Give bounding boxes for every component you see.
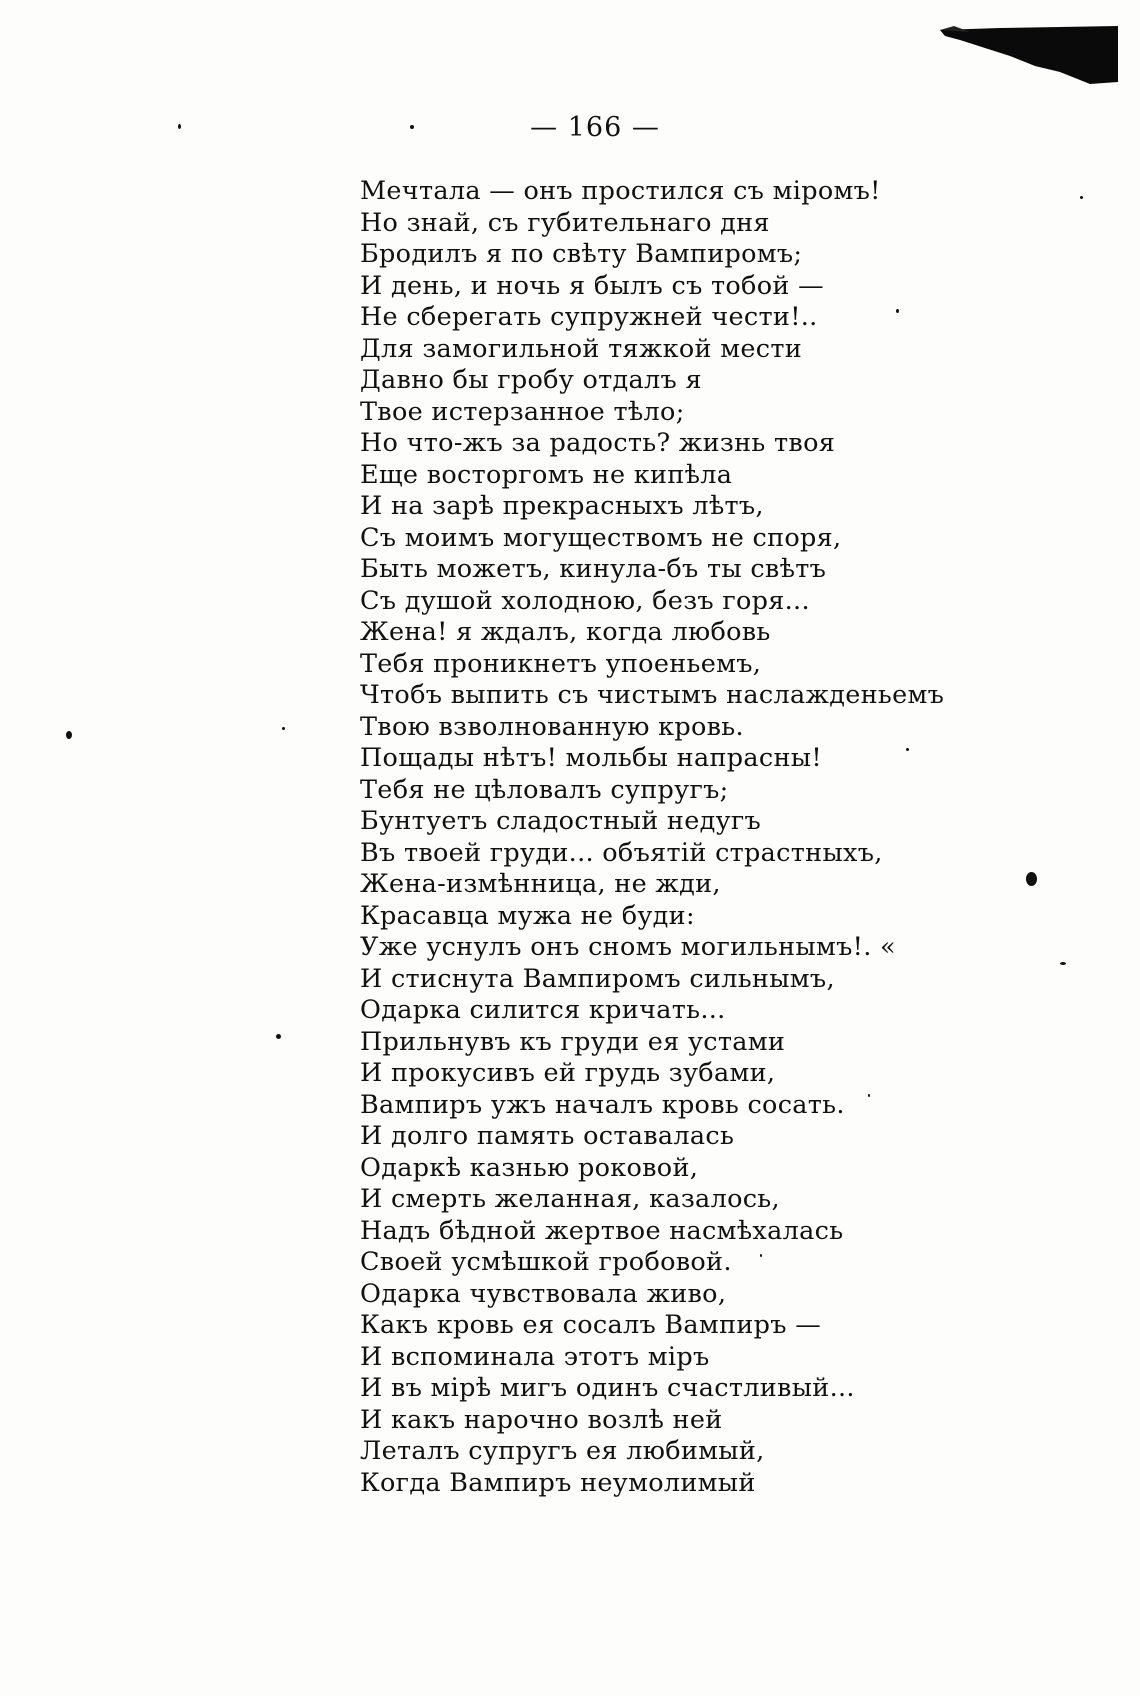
scan-speck bbox=[1060, 962, 1066, 965]
poem-line: И прокусивъ ей грудь зубами, bbox=[360, 1058, 776, 1088]
poem-line: Бродилъ я по свѣту Вампиромъ; bbox=[360, 239, 803, 269]
scan-speck bbox=[1026, 872, 1037, 886]
poem-line: Въ твоей груди... объятій страстныхъ, bbox=[360, 837, 883, 868]
poem-line: И смерть желанная, казалось, bbox=[360, 1184, 780, 1214]
poem-line: Тебя проникнетъ упоеньемъ, bbox=[360, 648, 762, 679]
scan-speck bbox=[276, 1034, 281, 1039]
poem-line: Вампиръ ужъ началъ кровь сосать. bbox=[360, 1089, 845, 1120]
poem-line: Съ душой холодною, безъ горя... bbox=[360, 585, 810, 616]
poem-line: Тебя не цѣловалъ супругъ; bbox=[360, 774, 729, 805]
poem-line: Своей усмѣшкой гробовой. bbox=[360, 1247, 732, 1277]
poem-line: И долго память оставалась bbox=[360, 1121, 735, 1151]
poem-line: Уже уснулъ онъ сномъ могильнымъ!. « bbox=[360, 932, 896, 962]
poem-line: Одарка силится кричать... bbox=[360, 995, 726, 1025]
poem-line: И въ мірѣ мигъ одинъ счастливый... bbox=[360, 1373, 855, 1403]
scan-speck bbox=[1080, 196, 1083, 199]
poem-line: Мечтала — онъ простился съ міромъ! bbox=[360, 176, 881, 206]
poem-line: И день, и ночь я былъ съ тобой — bbox=[360, 270, 824, 301]
poem-line: Твою взволнованную кровь. bbox=[360, 711, 744, 742]
poem-line: Прильнувъ къ груди ея устами bbox=[360, 1026, 786, 1057]
poem-line: Одаркѣ казнью роковой, bbox=[360, 1152, 699, 1183]
poem-text bbox=[360, 176, 944, 1499]
poem-line: И стиснута Вампиромъ сильнымъ, bbox=[360, 963, 835, 994]
poem-line: Жена! я ждалъ, когда любовь bbox=[360, 617, 771, 647]
poem-line: Еще восторгомъ не кипѣла bbox=[360, 459, 733, 490]
scan-speck bbox=[282, 727, 285, 730]
page-number: — 166 — bbox=[530, 112, 660, 143]
poem-line: Но знай, съ губительнаго дня bbox=[360, 207, 770, 238]
poem-line: И какъ нарочно возлѣ ней bbox=[360, 1404, 723, 1435]
poem-line: Одарка чувствовала живо, bbox=[360, 1278, 727, 1309]
poem-line: Давно бы гробу отдалъ я bbox=[360, 365, 702, 395]
poem-line: Чтобъ выпить съ чистымъ наслажденьемъ bbox=[360, 680, 945, 710]
poem-line: Твое истерзанное тѣло; bbox=[360, 396, 685, 427]
poem-line: Когда Вампиръ неумолимый bbox=[360, 1467, 756, 1498]
poem-line: Бунтуетъ сладостный недугъ bbox=[360, 806, 762, 836]
poem-line: Не сберегать супружней чести!.. bbox=[360, 302, 818, 332]
poem-line: Красавца мужа не буди: bbox=[360, 900, 695, 931]
poem-line: Леталъ супругъ ея любимый, bbox=[360, 1436, 765, 1466]
poem-line: Надъ бѣдной жертвое насмѣхалась bbox=[360, 1215, 844, 1246]
poem-line: Пощады нѣтъ! мольбы напрасны! bbox=[360, 743, 822, 773]
poem-line: Для замогильной тяжкой мести bbox=[360, 333, 803, 364]
poem-line: Но что-жъ за радость? жизнь твоя bbox=[360, 428, 836, 458]
poem-line: Жена-измѣнница, не жди, bbox=[360, 869, 721, 899]
scan-ink-blot bbox=[940, 26, 1118, 88]
poem-line: Быть можетъ, кинула-бъ ты свѣтъ bbox=[360, 554, 827, 584]
poem-line: И вспоминала этотъ міръ bbox=[360, 1341, 710, 1372]
scan-speck bbox=[66, 731, 72, 739]
poem-line: Какъ кровь ея сосалъ Вампиръ — bbox=[360, 1310, 822, 1340]
poem-line: Съ моимъ могуществомъ не споря, bbox=[360, 522, 842, 553]
poem-line: И на зарѣ прекрасныхъ лѣтъ, bbox=[360, 491, 764, 521]
